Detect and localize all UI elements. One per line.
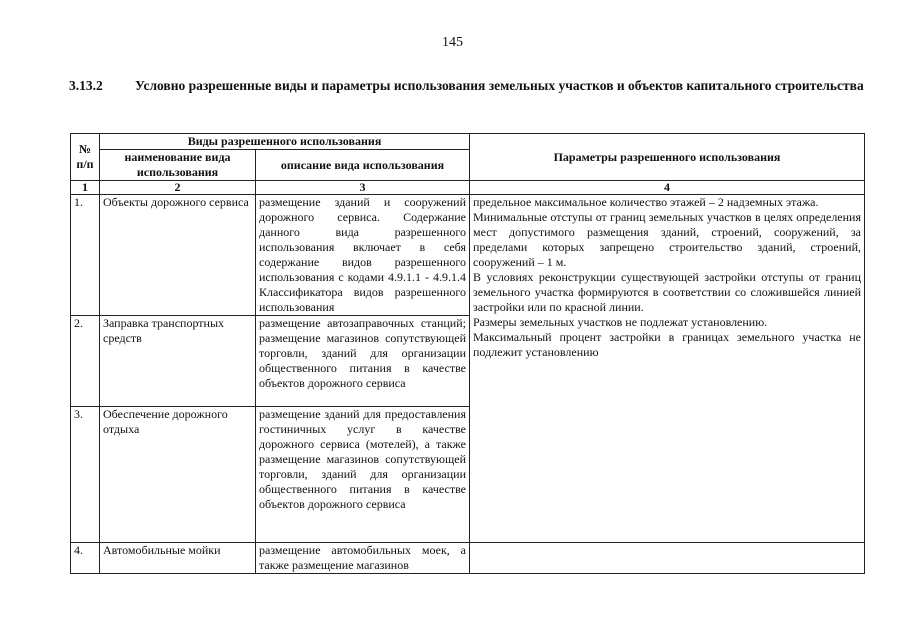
- use-name: Автомобильные мойки: [100, 543, 256, 574]
- section-number: 3.13.2: [69, 78, 103, 93]
- row-num: 3.: [71, 407, 100, 543]
- column-number: 4: [470, 181, 865, 195]
- section-title: Условно разрешенные виды и параметры использования земельных участков и объектов капитального строительства: [135, 78, 864, 93]
- column-number: 3: [256, 181, 470, 195]
- column-number: 2: [100, 181, 256, 195]
- param-paragraph: В условиях реконструкции существующей застройки отступы от границ земельного участка формируются в соответствии со сложившейся линией застройки или по красной линии.: [473, 270, 861, 314]
- params-cell: [470, 195, 865, 543]
- header-name: наименование вида использования: [100, 150, 256, 181]
- param-paragraph: Минимальные отступы от границ земельных участков в целях определения мест допустимого размещения зданий, строений, сооружений, за пределами которых запрещено строительство зданий, строений, сооружений – 1 м.: [473, 210, 861, 269]
- column-number-row: [71, 181, 865, 195]
- param-paragraph: Размеры земельных участков не подлежат установлению.: [473, 315, 768, 329]
- page-number: 145: [442, 35, 463, 50]
- table-row: [71, 195, 865, 316]
- land-use-table: [70, 133, 865, 574]
- use-description: размещение зданий и сооружений дорожного сервиса. Содержание данного вида разрешенного использования включает в себя содержание видов разрешенного использования с кодами 4.9.1.1 - 4.9.1.4 Классификатора видов разрешенного использования: [256, 195, 470, 316]
- row-num: 2.: [71, 316, 100, 407]
- params-empty-cell: [470, 543, 865, 574]
- use-description: размещение автозаправочных станций; размещение магазинов сопутствующей торговли, зданий для организации общественного питания в качестве объектов дорожного сервиса: [256, 316, 470, 407]
- param-paragraph: Максимальный процент застройки в границах земельного участка не подлежит установлению: [473, 330, 861, 359]
- use-name: Обеспечение дорожного отдыха: [100, 407, 256, 543]
- header-params: Параметры разрешенного использования: [470, 134, 865, 181]
- header-group: Виды разрешенного использования: [100, 134, 470, 150]
- table-row: [71, 543, 865, 574]
- section-heading: [69, 78, 869, 94]
- use-name: Заправка транспортных средств: [100, 316, 256, 407]
- param-paragraph: предельное максимальное количество этажей – 2 надземных этажа.: [473, 195, 819, 209]
- use-description: размещение автомобильных моек, а также размещение магазинов: [256, 543, 470, 574]
- row-num: 1.: [71, 195, 100, 316]
- row-num: 4.: [71, 543, 100, 574]
- column-number: 1: [71, 181, 100, 195]
- header-num: № п/п: [71, 134, 100, 181]
- use-name: Объекты дорожного сервиса: [100, 195, 256, 316]
- use-description: размещение зданий для предоставления гостиничных услуг в качестве дорожного сервиса (мотелей), а также размещение магазинов сопутствующей торговли, зданий для организации общественного питания в качестве объектов дорожного сервиса: [256, 407, 470, 543]
- header-desc: описание вида использования: [256, 150, 470, 181]
